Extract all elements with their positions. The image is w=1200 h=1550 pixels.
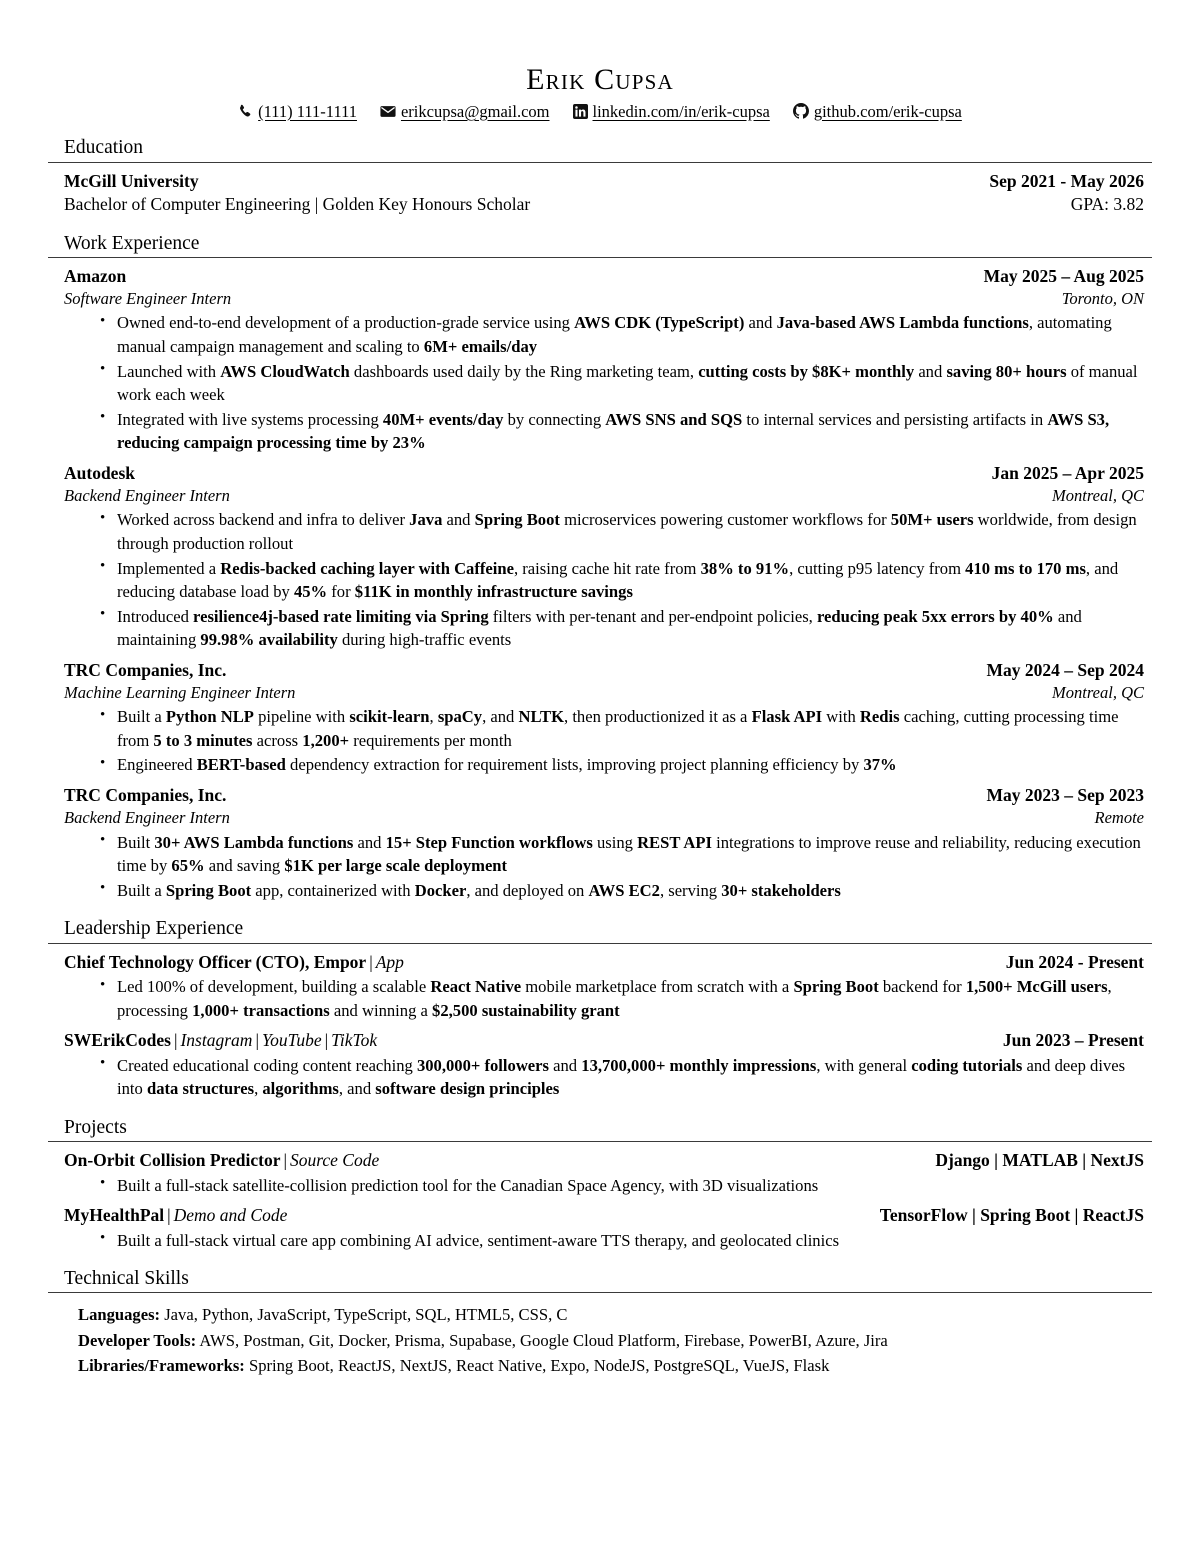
section-skills	[48, 1267, 1152, 1378]
job-title: Machine Learning Engineer Intern	[64, 683, 296, 703]
pipe-separator: |	[369, 951, 373, 972]
leadership-bullets	[48, 975, 1152, 1022]
school-name: McGill University	[64, 170, 199, 191]
section-leadership	[48, 917, 1152, 1101]
bullet-item: • Implemented a Redis-backed caching layer with Caffeine, raising cache hit rate from 38% to 91%, cutting p95 latency from 410 ms to 170 ms, and reducing database load by 45% for $11K in monthly infrastructure savings	[100, 557, 1144, 604]
leadership-role: Chief Technology Officer (CTO), Empor	[64, 951, 367, 972]
section-divider	[48, 1292, 1152, 1293]
bullet-item: • Built a full-stack virtual care app combining AI advice, sentiment-aware TTS therapy, and geolocated clinics	[100, 1229, 1144, 1253]
work-entry	[48, 265, 1152, 455]
leadership-dates: Jun 2023 – Present	[1002, 1030, 1144, 1051]
envelope-icon	[380, 105, 396, 118]
project-entry	[48, 1149, 1152, 1197]
bullet-item: • Integrated with live systems processing 40M+ events/day by connecting AWS SNS and SQS to internal services and persisting artifacts in AWS S3, reducing campaign processing time by 23%	[100, 408, 1144, 455]
bullet-item: • Owned end-to-end development of a production-grade service using AWS CDK (TypeScript) and Java-based AWS Lambda functions, automating manual campaign management and scaling to 6M+ emails/day	[100, 311, 1144, 358]
skill-row	[78, 1328, 1144, 1353]
pipe-separator: |	[255, 1030, 259, 1051]
leadership-link-tiktok[interactable]: TikTok	[331, 1030, 378, 1051]
skill-row	[78, 1302, 1144, 1327]
contact-link-phone[interactable]	[238, 102, 357, 122]
section-divider	[48, 943, 1152, 944]
project-title-line	[64, 1149, 379, 1172]
project-link[interactable]: Source Code	[289, 1150, 380, 1171]
entry-row	[48, 807, 1152, 829]
education-entry	[48, 170, 1152, 217]
section-divider	[48, 1141, 1152, 1142]
bullet-item: • Led 100% of development, building a scalable React Native mobile marketplace from scratch with a Spring Boot backend for 1,500+ McGill users, processing 1,000+ transactions and winning a $2,500 sustainability grant	[100, 975, 1144, 1022]
employment-dates: Jan 2025 – Apr 2025	[991, 462, 1144, 483]
bullet-item: • Built a full-stack satellite-collision prediction tool for the Canadian Space Agency, with 3D visualizations	[100, 1174, 1144, 1198]
pipe-separator: |	[283, 1150, 287, 1171]
contact-link-github[interactable]	[793, 102, 962, 122]
leadership-title-line	[64, 951, 404, 974]
section-education	[48, 136, 1152, 216]
pipe-separator: |	[324, 1030, 329, 1051]
project-name: On-Orbit Collision Predictor	[64, 1150, 281, 1171]
project-tech-stack: TensorFlow | Spring Boot | ReactJS	[879, 1205, 1144, 1226]
job-title: Software Engineer Intern	[64, 289, 232, 309]
leadership-bullets	[48, 1054, 1152, 1101]
contact-link-envelope[interactable]	[380, 102, 550, 122]
section-heading-leadership: Leadership Experience	[64, 918, 244, 940]
bullet-item: • Created educational coding content reaching 300,000+ followers and 13,700,000+ monthly impressions, with general coding tutorials and deep dives into data structures, algorithms, and software design principles	[100, 1054, 1144, 1101]
section-projects	[48, 1116, 1152, 1252]
project-title-line	[64, 1204, 287, 1227]
section-divider	[48, 257, 1152, 258]
section-heading-skills: Technical Skills	[64, 1268, 189, 1290]
employment-dates: May 2023 – Sep 2023	[986, 785, 1144, 805]
entry-row	[48, 485, 1152, 507]
leadership-title-line	[64, 1029, 377, 1052]
contact-bar	[48, 102, 1152, 122]
job-location: Montreal, QC	[1052, 486, 1144, 506]
employment-dates: May 2025 – Aug 2025	[983, 265, 1144, 286]
project-bullets	[48, 1174, 1152, 1198]
education-dates: Sep 2021 - May 2026	[989, 170, 1144, 191]
entry-row	[48, 288, 1152, 310]
entry-row	[48, 1204, 1152, 1227]
skills-list	[48, 1300, 1152, 1378]
job-title: Backend Engineer Intern	[64, 486, 230, 506]
company-name: TRC Companies, Inc.	[64, 785, 227, 805]
bullet-item: • Built a Spring Boot app, containerized with Docker, and deployed on AWS EC2, serving 30+ stakeholders	[100, 879, 1144, 903]
bullet-item: • Introduced resilience4j-based rate limiting via Spring filters with per-tenant and per-endpoint policies, reducing peak 5xx errors by 40% and maintaining 99.98% availability during high-traffic events	[100, 605, 1144, 652]
github-icon	[793, 103, 809, 119]
work-entry	[48, 784, 1152, 902]
leadership-role: SWErikCodes	[64, 1030, 171, 1051]
project-bullets	[48, 1229, 1152, 1253]
work-bullets	[48, 705, 1152, 777]
work-bullets	[48, 508, 1152, 651]
skill-category-label: Libraries/Frameworks:	[78, 1355, 245, 1375]
leadership-entry	[48, 1029, 1152, 1101]
contact-text: (111) 111-1111	[258, 101, 357, 121]
section-heading-projects: Projects	[64, 1116, 127, 1138]
linkedin-icon	[573, 104, 588, 119]
gpa: GPA: 3.82	[1070, 194, 1144, 215]
company-name: Amazon	[64, 265, 127, 286]
entry-row	[48, 265, 1152, 288]
contact-text: github.com/erik-cupsa	[813, 101, 962, 121]
skill-values: Java, Python, JavaScript, TypeScript, SQL, HTML5, CSS, C	[160, 1305, 568, 1325]
project-tech-stack: Django | MATLAB | NextJS	[935, 1150, 1144, 1171]
job-location: Montreal, QC	[1052, 683, 1144, 703]
skill-row	[78, 1353, 1144, 1378]
skill-category-label: Developer Tools:	[78, 1330, 197, 1350]
leadership-link-instagram[interactable]: Instagram	[180, 1030, 253, 1051]
project-name: MyHealthPal	[64, 1205, 165, 1226]
section-divider	[48, 162, 1152, 163]
company-name: TRC Companies, Inc.	[64, 659, 227, 680]
work-entry	[48, 462, 1152, 652]
entry-row	[48, 682, 1152, 704]
company-name: Autodesk	[64, 462, 135, 483]
section-heading-education: Education	[64, 137, 144, 159]
contact-link-linkedin[interactable]	[573, 102, 770, 122]
employment-dates: May 2024 – Sep 2024	[986, 659, 1144, 680]
bullet-item: • Engineered BERT-based dependency extraction for requirement lists, improving project planning efficiency by 37%	[100, 753, 1144, 777]
entry-row	[48, 1149, 1152, 1172]
pipe-separator: |	[173, 1030, 178, 1051]
work-entry	[48, 659, 1152, 777]
contact-text: linkedin.com/in/erik-cupsa	[592, 101, 770, 121]
leadership-dates: Jun 2024 - Present	[1005, 951, 1144, 972]
leadership-entry	[48, 951, 1152, 1023]
skill-values: AWS, Postman, Git, Docker, Prisma, Supabase, Google Cloud Platform, Firebase, PowerBI, Azure, Jira	[196, 1330, 888, 1350]
section-work-experience	[48, 232, 1152, 903]
work-bullets	[48, 311, 1152, 454]
pipe-separator: |	[167, 1205, 171, 1226]
contact-text: erikcupsa@gmail.com	[400, 101, 550, 121]
entry-row	[48, 784, 1152, 807]
job-location: Remote	[1094, 808, 1144, 828]
skill-category-label: Languages:	[78, 1305, 161, 1325]
leadership-link-app[interactable]: App	[375, 951, 404, 972]
job-location: Toronto, ON	[1061, 289, 1144, 309]
bullet-item: • Built 30+ AWS Lambda functions and 15+ Step Function workflows using REST API integrations to improve reuse and reliability, reducing execution time by 65% and saving $1K per large scale deployment	[100, 831, 1144, 878]
project-entry	[48, 1204, 1152, 1252]
bullet-item: • Built a Python NLP pipeline with scikit-learn, spaCy, and NLTK, then productionized it as a Flask API with Redis caching, cutting processing time from 5 to 3 minutes across 1,200+ requirements per month	[100, 705, 1144, 752]
job-title: Backend Engineer Intern	[64, 808, 230, 828]
entry-row	[48, 659, 1152, 682]
entry-row	[48, 462, 1152, 485]
skill-values: Spring Boot, ReactJS, NextJS, React Native, Expo, NodeJS, PostgreSQL, VueJS, Flask	[244, 1355, 830, 1375]
degree-line: Bachelor of Computer Engineering | Golden Key Honours Scholar	[64, 194, 531, 215]
bullet-item: • Worked across backend and infra to deliver Java and Spring Boot microservices powering customer workflows for 50M+ users worldwide, from design through production rollout	[100, 508, 1144, 555]
project-link[interactable]: Demo and Code	[173, 1205, 288, 1226]
page-title: Erik Cupsa	[526, 63, 674, 96]
entry-row	[48, 1029, 1152, 1052]
bullet-item: • Launched with AWS CloudWatch dashboards used daily by the Ring marketing team, cutting costs by $8K+ monthly and saving 80+ hours of manual work each week	[100, 360, 1144, 407]
section-heading-work: Work Experience	[64, 232, 200, 254]
work-bullets	[48, 831, 1152, 903]
entry-row	[48, 951, 1152, 974]
leadership-link-youtube[interactable]: YouTube	[261, 1030, 322, 1051]
phone-icon	[238, 104, 253, 119]
